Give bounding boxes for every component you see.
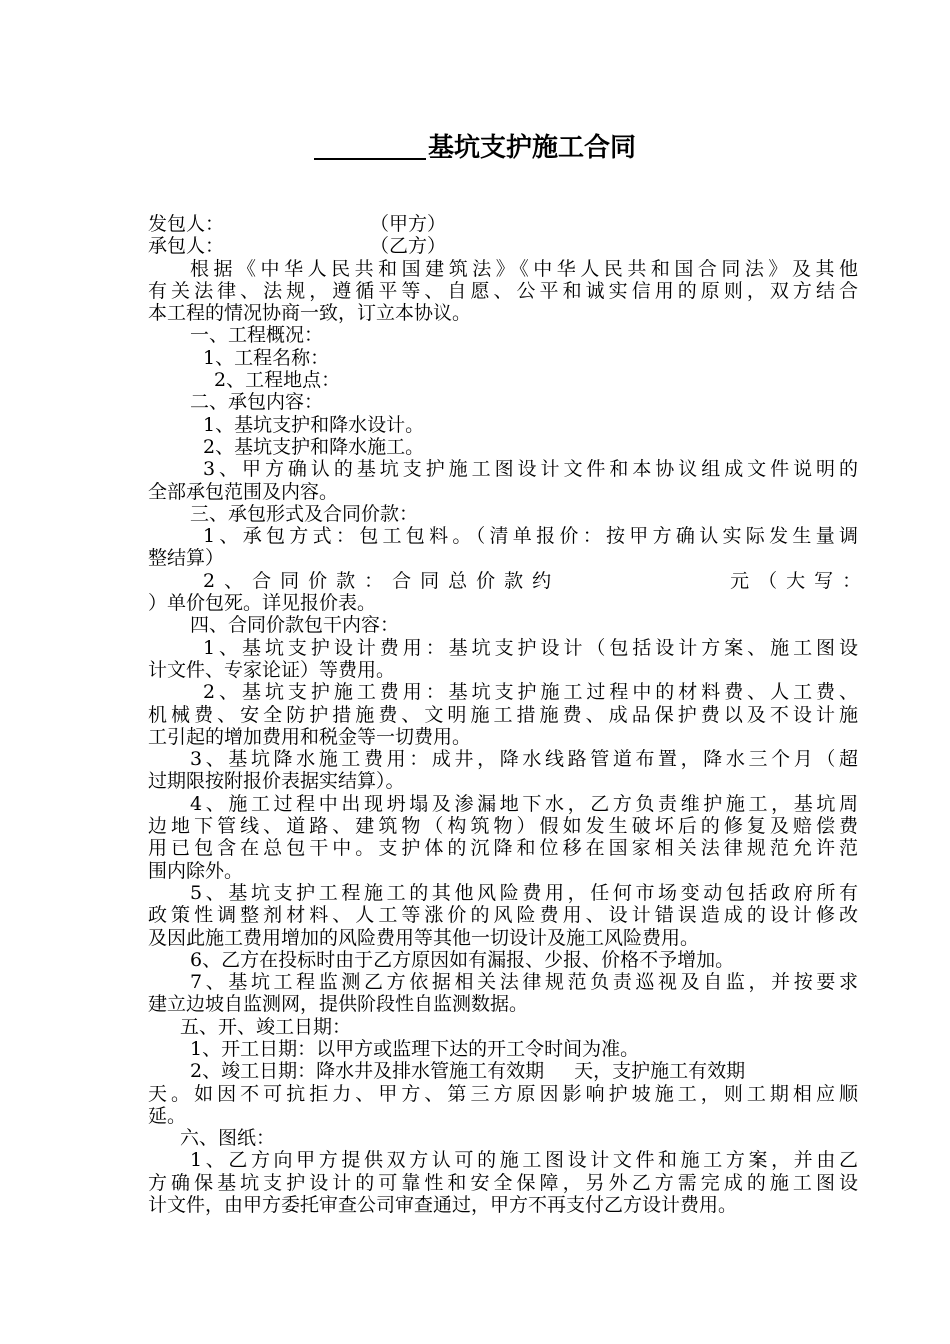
paragraph-line: ）单价包死。详见报价表。 (148, 592, 377, 615)
paragraph-line: 本工程的情况协商一致，订立本协议。 (148, 302, 472, 325)
paragraph-line: 计文件、专家论证）等费用。 (148, 658, 396, 681)
paragraph-line: 有关法律、法规，遵循平等、自愿、公平和诚实信用的原则，双方结合 (148, 279, 858, 302)
paragraph-line: 用已包含在总包干中。支护体的沉降和位移在国家相关法律规范允许范 (148, 837, 858, 860)
section-heading-5: 五、开、竣工日期： (180, 1015, 352, 1038)
paragraph-line: 边地下管线、道路、建筑物（构筑物）假如发生破坏后的修复及赔偿费 (148, 815, 858, 838)
list-item: 1、基坑支护设计费用：基坑支护设计（包括设计方案、施工图设 (203, 636, 858, 659)
paragraph-line: 方确保基坑支护设计的可靠性和安全保障，另外乙方需完成的施工图设 (148, 1171, 858, 1194)
list-item: 1、基坑支护和降水设计。 (203, 413, 425, 436)
contractor-line (148, 235, 858, 257)
section-heading-1: 一、工程概况： (190, 324, 324, 347)
paragraph-line: 过期限按附报价表据实结算）。 (148, 770, 405, 793)
paragraph-line: 天。如因不可抗拒力、甲方、第三方原因影响护坡施工，则工期相应顺 (148, 1082, 858, 1105)
list-item: 4、施工过程中出现坍塌及渗漏地下水，乙方负责维护施工，基坑周 (190, 792, 858, 815)
completion-date-label: 2、竣工日期：降水井及排水管施工有效期 (190, 1060, 545, 1083)
section-heading-6: 六、图纸： (180, 1127, 276, 1150)
employer-line (148, 213, 858, 235)
paragraph-line: 延。 (148, 1104, 187, 1127)
list-item: 2、基坑支护和降水施工。 (203, 435, 425, 458)
paragraph-line: 计文件，由甲方委托审查公司审查通过，甲方不再支付乙方设计费用。 (148, 1194, 738, 1217)
section-heading-3: 三、承包形式及合同价款： (190, 502, 419, 525)
paragraph-line: 及因此施工费用增加的风险费用等其他一切设计及施工风险费用。 (148, 926, 700, 949)
document-title (0, 128, 950, 168)
list-item: 1、开工日期：以甲方或监理下达的开工令时间为准。 (190, 1037, 640, 1060)
section-heading-4: 四、合同价款包干内容： (190, 614, 400, 637)
contractor-role: （乙方） (370, 235, 447, 258)
paragraph-line: 全部承包范围及内容。 (148, 480, 339, 503)
list-item: 1、乙方向甲方提供双方认可的施工图设计文件和施工方案，并由乙 (190, 1149, 858, 1172)
contract-price-uppercase-label: 元（大写： (730, 569, 871, 592)
item-project-name: 1、工程名称： (203, 346, 330, 369)
item-project-location: 2、工程地点： (214, 369, 341, 392)
paragraph-line: 政策性调整剂材料、人工等涨价的风险费用、设计错误造成的设计修改 (148, 904, 858, 927)
list-item: 7、基坑工程监测乙方依据相关法律规范负责巡视及自监，并按要求 (190, 971, 858, 994)
contract-price-label: 2、合同价款：合同总价款约 (203, 569, 561, 592)
employer-label: 发包人： (148, 213, 225, 235)
title-text: 基坑支护施工合同 (427, 133, 636, 163)
paragraph-line: 机械费、安全防护措施费、文明施工措施费、成品保护费以及不设计施 (148, 703, 858, 726)
support-period-label: 天，支护施工有效期 (574, 1060, 746, 1083)
title-blank-underline (314, 128, 426, 160)
paragraph-line: 工引起的增加费用和税金等一切费用。 (148, 725, 472, 748)
completion-date-line (148, 1060, 858, 1082)
list-item: 1、承包方式：包工包料。（清单报价：按甲方确认实际发生量调 (203, 525, 858, 548)
paragraph-line: 建立边坡自监测网，提供阶段性自监测数据。 (148, 993, 529, 1016)
employer-role: （甲方） (370, 213, 447, 235)
paragraph-line: 整结算） (148, 547, 225, 570)
section-heading-2: 二、承包内容： (190, 391, 324, 414)
list-item: 6、乙方在投标时由于乙方原因如有漏报、少报、价格不予增加。 (190, 948, 735, 971)
list-item: 3、基坑降水施工费用：成井，降水线路管道布置，降水三个月（超 (190, 748, 858, 771)
paragraph-line: 围内除外。 (148, 859, 244, 882)
paragraph-line: 根据《中华人民共和国建筑法》《中华人民共和国合同法》及其他 (190, 257, 858, 280)
contract-body (148, 213, 871, 1217)
list-item: 5、基坑支护工程施工的其他风险费用，任何市场变动包括政府所有 (190, 881, 858, 904)
contractor-label: 承包人： (148, 235, 225, 258)
contract-price-line (148, 569, 871, 592)
list-item: 2、基坑支护施工费用：基坑支护施工过程中的材料费、人工费、 (203, 681, 858, 704)
list-item: 3、甲方确认的基坑支护施工图设计文件和本协议组成文件说明的 (203, 458, 858, 481)
